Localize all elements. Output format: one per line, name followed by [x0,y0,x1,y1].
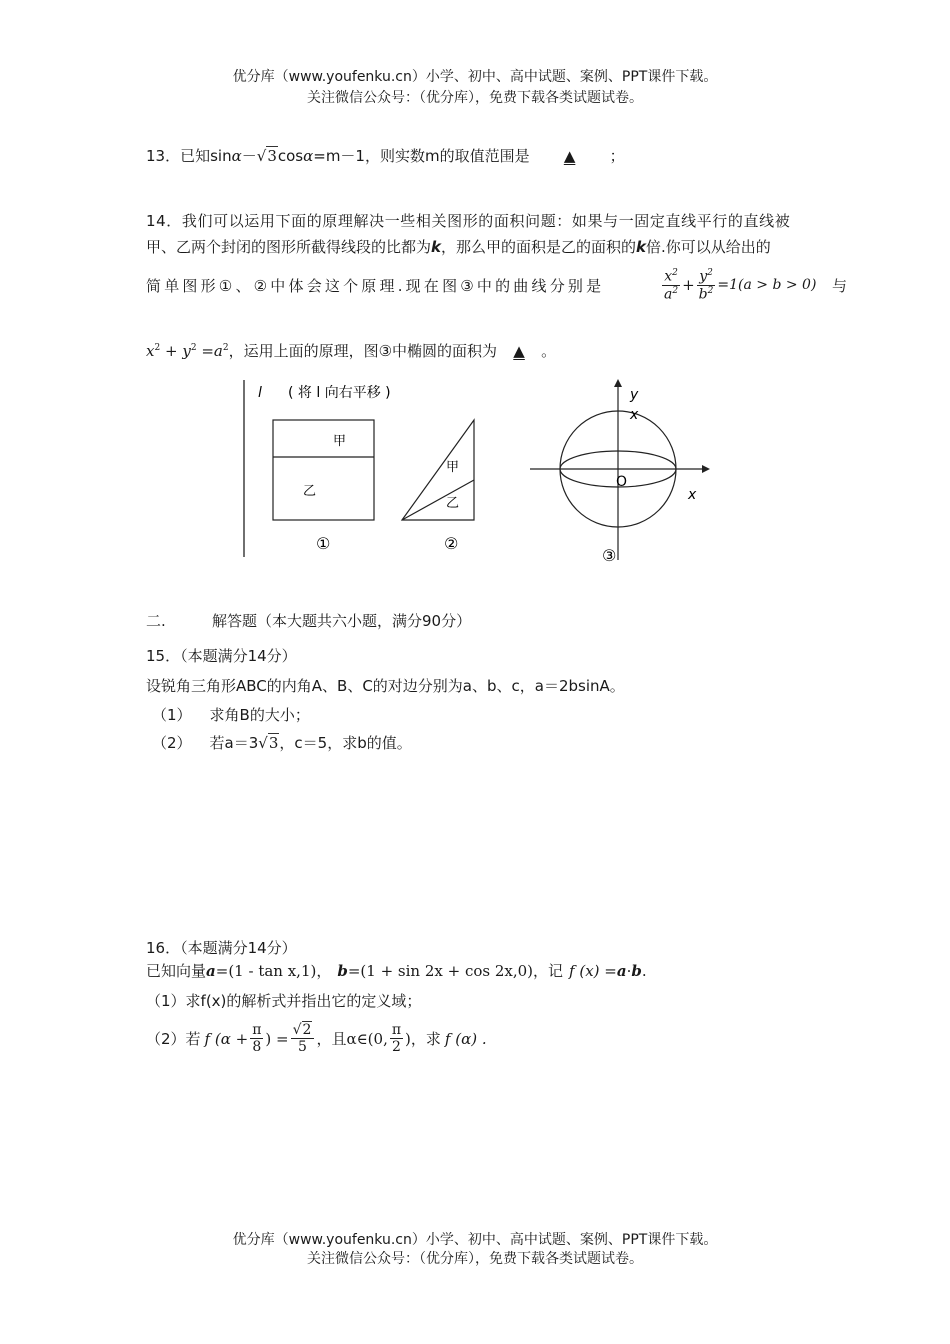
q16-part-2-end: f (α) . [444,1029,487,1048]
q14-text-2c: 倍.你可以从给出的 [646,238,771,256]
q13-end: ； [609,147,625,165]
q14-end: 。 [541,342,557,360]
q14-line-4: $x^2 + y^2 =a^2$，运用上面的原理，图③中椭圆的面积为 ▲ 。 [146,342,557,360]
q15-part-2-post: ，c＝5，求b的值。 [279,734,412,752]
q16-vectors [146,960,647,981]
fig3-origin-label: O [616,474,628,490]
section-2-title: 解答题（本大题共六小题，满分90分） [212,612,472,630]
q15-sqrt-sign: √ [258,734,268,752]
q16-sqrt-2: 2 [302,1022,312,1038]
circle-eq-x: x [146,342,155,360]
footer-line-2: 关注微信公众号：（优分库），免费下载各类试题试卷。 [307,1251,643,1267]
q16-part-2-f: f (α + [204,1029,249,1048]
q15-part-1 [152,704,310,725]
q16-vector-a: a [206,962,216,980]
q16-vector-b: b [337,962,348,980]
q16-score: （本题满分14分） [180,939,297,957]
q13-pre: 已知sin [180,147,232,165]
eq-b: b [698,286,708,303]
q14-k-1: k [431,238,441,256]
line-l-label: l [258,385,262,401]
q16-vector-b-value: =(1 + sin 2x + cos 2x,0)，记 [347,962,564,980]
fig2-top-label: 甲 [446,460,460,475]
q15-number: 15． [146,647,181,665]
q16-part-2-close: )，求 [405,1030,441,1049]
q16-eight: 8 [252,1039,262,1056]
q16-part-2-eq: ) = [265,1029,289,1048]
circle-eq-y: y [182,342,191,360]
fig1-top-label: 甲 [333,434,347,449]
q15-part-1-number: （1） [152,706,192,724]
q16-pi-1: π [252,1022,262,1038]
q14-number: 14． [146,212,182,230]
fig3-y-arrow [614,379,622,387]
q14-text-2a: 甲、乙两个封闭的图形所截得线段的比都为 [146,238,432,256]
q16-number: 16． [146,939,181,957]
q13-alpha: α [231,147,242,165]
q16-pi-2: π [391,1022,402,1038]
footer-line-1: 优分库（www.youfenku.cn）小学、初中、高中试题、案例、PPT课件下载。 [232,1232,718,1248]
q16-period: . [641,962,647,980]
q14-line-3: 简单图形①、②中体会这个原理.现在图③中的曲线分别是 [146,277,605,295]
q14-text-1: 我们可以运用下面的原理解决一些相关图形的面积问题：如果与一固定直线平行的直线被 [181,212,791,230]
eq-a: a [664,286,673,303]
q16-two: 2 [391,1039,401,1056]
q15-part-2-number: （2） [152,734,192,752]
eq-plus: + [682,276,695,295]
fig3-y-label: y [630,387,639,403]
q15-part-2 [152,732,412,753]
eq-x: x [664,268,673,285]
q15-part-2-pre: 若a＝3 [209,734,259,752]
q16-vector-a-value: =(1 - tan x,1)， [215,962,332,980]
q13-alpha-2: α [303,147,314,165]
q15-stem: 设锐角三角形ABC的内角A、B、C的对边分别为a、b、c，a＝2bsinA。 [146,677,625,695]
q13-answer-blank: ▲ [563,147,576,165]
q16-fx: f (x) = [569,962,617,980]
eq-y: y [699,268,708,285]
circle-eq-a: a [213,342,223,360]
section-2-number: 二. [146,612,166,630]
q16-dot: · [626,962,632,980]
q14-text-2b: ，那么甲的面积是乙的面积的 [441,238,637,256]
q15-score: （本题满分14分） [180,647,297,665]
q16-part-2: （2）若 f (α + $\frac{\pi}{8}$ ) = $\frac{√2}{5}$ ，且α∈(0, $\frac{\pi}{2}$ )，求 f (α) . [146,1022,487,1056]
fig1-caption: ① [316,534,331,553]
q16-dot-b: b [631,962,642,980]
q13-post: =m－1，则实数m的取值范围是 [313,147,530,165]
fig1-rectangle [273,420,374,520]
q13-minus: － [241,147,257,165]
q16-header [146,937,297,958]
q16-part-1: （1）求f(x)的解析式并指出它的定义域； [146,992,422,1010]
area-principle-figure [230,375,720,570]
shift-note: ( 将 l 向右平移 ) [288,385,391,401]
q16-dot-a: a [616,962,627,980]
q14-answer-blank: ▲ [513,342,525,360]
fig1-bottom-label: 乙 [303,484,317,499]
fig2-bottom-label: 乙 [446,496,460,511]
fig3-x-arrow [702,465,710,473]
fig2-triangle [402,420,474,520]
q13-sqrt-sign: √ [256,147,267,165]
fig3-caption: ③ [602,546,617,565]
q13-sqrt-arg: 3 [267,147,277,165]
q13-cos: cos [277,147,304,165]
ellipse-equation: $\frac{x^2}{a^2}$ + $\frac{y^2}{b^2}$ =1(a > b > 0) [664,268,817,303]
q14-k-2: k [636,238,646,256]
q15-part-1-text: 求角B的大小； [209,706,310,724]
eq-tail: =1(a > b > 0) [717,277,817,294]
circle-eq-equals: = [201,342,214,360]
q14-line-1 [146,210,850,231]
q14-line-2 [146,236,771,257]
fig3-x-top-label: x [630,407,639,423]
q14-text-4: ，运用上面的原理，图③中椭圆的面积为 [228,342,498,360]
q15-sqrt-arg: 3 [268,734,279,752]
q13-number: 13． [146,147,181,165]
header-line-1: 优分库（www.youfenku.cn）小学、初中、高中试题、案例、PPT课件下载。 [232,69,718,85]
q16-five: 5 [298,1039,307,1056]
q16-part-2-and: ，且α∈(0, [316,1030,388,1049]
circle-eq-plus: + [164,342,178,360]
q15-header [146,645,297,666]
fig2-divider [402,480,474,520]
q16-part-2-pre: （2）若 [146,1030,201,1049]
fig3-x-label: x [688,487,697,503]
q16-vector-pre: 已知向量 [146,962,207,980]
header-line-2: 关注微信公众号：（优分库），免费下载各类试题试卷。 [307,90,643,106]
question-13 [146,145,625,166]
fig2-caption: ② [444,534,459,553]
q14-yu: 与 [832,277,848,295]
